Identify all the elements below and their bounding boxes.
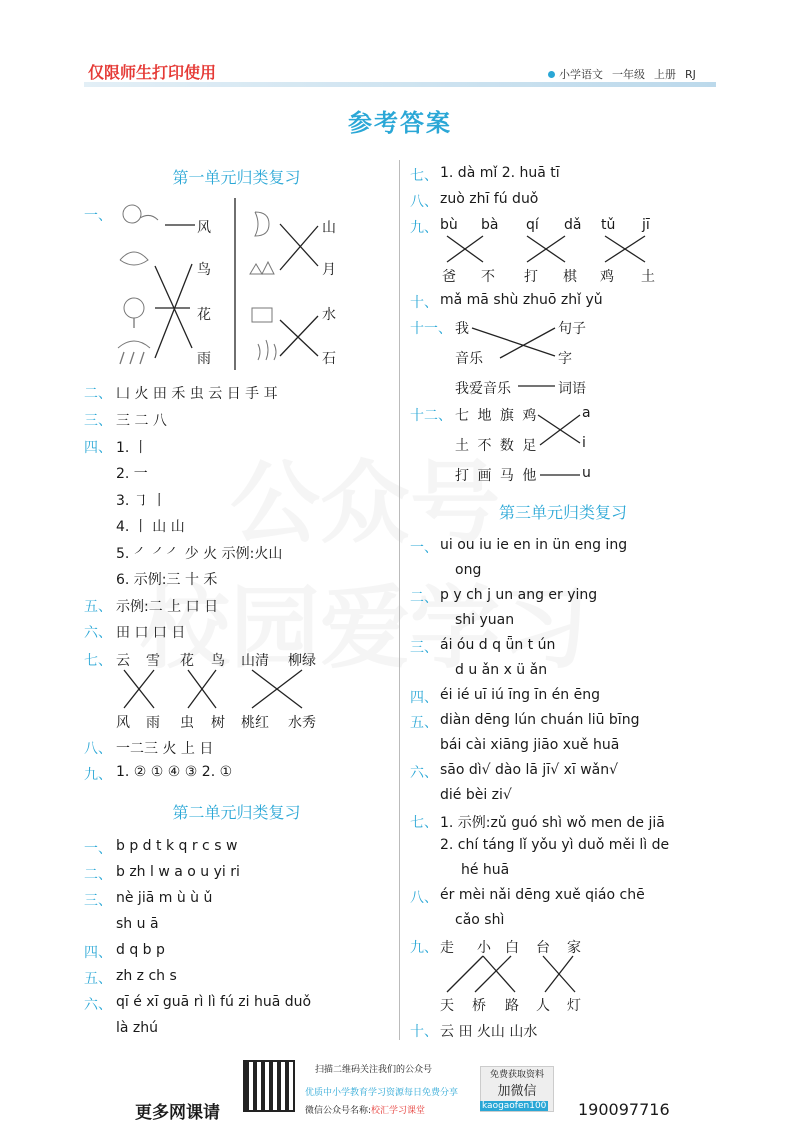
answer-text: b zh l w a o u yi ri [116, 864, 240, 880]
vowel: a [582, 405, 591, 421]
answer-text: ái óu d q ǖn t ún [440, 637, 556, 653]
match-word: 走 [440, 940, 454, 956]
match-word: 灯 [567, 998, 581, 1014]
wind-picture-icon [123, 205, 158, 223]
char-row: 打 画 马 他 [455, 468, 539, 484]
answer-text: 田 口 口 日 [116, 625, 186, 641]
q-label: 一、 [410, 540, 438, 556]
answer-text: 示例:二 上 口 日 [116, 599, 219, 615]
qr-code-icon[interactable] [245, 1062, 293, 1110]
subject: 小学语文 [559, 68, 603, 81]
q-label: 四、 [410, 690, 438, 706]
q-label: 五、 [410, 715, 438, 731]
match-word: 桥 [472, 998, 486, 1014]
answer-text: 凵 火 田 禾 虫 云 日 手 耳 [116, 386, 278, 402]
match-word: 月 [322, 262, 336, 278]
answer-text: zh z ch s [116, 968, 177, 984]
wechat-name: 校汇学习课堂 [371, 1106, 426, 1116]
q11-match-lines [470, 318, 560, 398]
match-word: 桃红 [241, 715, 269, 731]
match-word: 家 [567, 940, 581, 956]
pinyin: dǎ [564, 217, 582, 233]
q-label: 六、 [84, 625, 112, 641]
answer-text: 6. 示例:三 十 禾 [116, 572, 218, 588]
pinyin: bà [481, 217, 499, 233]
answer-text: b p d t k q r c s w [116, 838, 238, 854]
q-label: 二、 [410, 590, 438, 606]
q-label: 七、 [84, 653, 112, 669]
book-info [548, 66, 696, 82]
wechat-label: 微信公众号名称: [305, 1106, 372, 1116]
answer-text: 2. 一 [116, 466, 148, 482]
match-word: 小 [477, 940, 491, 956]
match-word: 人 [536, 998, 550, 1014]
q-label: 八、 [84, 741, 112, 757]
match-word: 风 [116, 715, 130, 731]
q-label: 四、 [84, 945, 112, 961]
match-word: 天 [440, 998, 454, 1014]
q-label: 六、 [410, 765, 438, 781]
match-word: 字 [558, 351, 572, 367]
moon-pictograph-icon [255, 212, 269, 236]
answer-text: éi ié uī iú īng īn én ēng [440, 687, 600, 703]
water-pictograph-icon [258, 340, 276, 360]
column-divider [399, 160, 400, 1040]
bullet-icon [548, 71, 555, 78]
q-label: 九、 [410, 220, 438, 236]
q-label: 八、 [410, 194, 438, 210]
answer-text: 2. chí táng lǐ yǒu yì duǒ měi lì de [440, 837, 670, 853]
match-word: 句子 [558, 321, 586, 337]
footer-number: 190097716 [578, 1100, 670, 1119]
match-word: 山清 [241, 653, 269, 669]
match-word: 水秀 [288, 715, 316, 731]
match-word: 词语 [558, 381, 586, 397]
answer-text: hé huā [461, 862, 510, 878]
match-word: 虫 [180, 715, 194, 731]
match-word: 柳绿 [288, 653, 316, 669]
match-word: 山 [322, 220, 336, 236]
match-word: 风 [197, 220, 211, 236]
q-label: 六、 [84, 997, 112, 1013]
match-word: 雨 [197, 351, 211, 367]
answer-text: 1. 丨 [116, 440, 148, 456]
q7-match-lines [110, 668, 360, 712]
vowel: u [582, 465, 591, 481]
match-word: 花 [180, 653, 194, 669]
pinyin: bù [440, 217, 458, 233]
unit2-title: 第二单元归类复习 [172, 803, 301, 822]
match-word: 路 [505, 998, 519, 1014]
q9-match-lines [435, 234, 665, 264]
answer-text: nè jiā m ù ù ǔ [116, 890, 213, 906]
answer-text: 5. ㇒ ㇒㇒ 少 火 示例:火山 [116, 546, 283, 562]
footer-share: 优质中小学教育学习资源每日免费分享 [305, 1088, 459, 1098]
answer-text: shi yuan [455, 612, 515, 628]
answer-text: p y ch j un ang er ying [440, 587, 598, 603]
match-word: 台 [536, 940, 550, 956]
answer-text: 一二三 火 上 日 [116, 741, 214, 757]
q-label: 三、 [410, 640, 438, 656]
match-word: 我爱音乐 [455, 381, 511, 397]
q-label: 七、 [410, 815, 438, 831]
match-word: 音乐 [455, 351, 483, 367]
stone-pictograph-icon [252, 308, 272, 322]
q-label: 九、 [410, 940, 438, 956]
match-word: 水 [322, 307, 336, 323]
bird-picture-icon [120, 252, 148, 265]
q-label: 十一、 [410, 321, 452, 337]
answer-text: sh u ā [116, 916, 159, 932]
volume: 上册 [654, 68, 676, 81]
answer-text: 三 二 八 [116, 413, 167, 429]
q-label: 五、 [84, 599, 112, 615]
page-title: 参考答案 [348, 109, 452, 137]
answer-text: ong [455, 562, 482, 578]
edition: RJ [685, 68, 696, 81]
match-word: 雪 [146, 653, 160, 669]
grade: 一年级 [612, 68, 645, 81]
mountain-pictograph-icon [250, 262, 274, 274]
char-row: 土 不 数 足 [455, 438, 539, 454]
q-label: 七、 [410, 168, 438, 184]
match-word: 花 [197, 307, 211, 323]
footer-wechat [305, 1103, 425, 1116]
char: 打 [524, 269, 538, 285]
match-word: 白 [505, 940, 519, 956]
answer-text: qī é xī guā rì lì fú zi huā duǒ [116, 994, 312, 1010]
answer-text: 1. dà mǐ 2. huā tī [440, 165, 560, 181]
pinyin: tǔ [601, 217, 616, 233]
header-bar [84, 82, 716, 87]
answer-text: d u ǎn x ü ǎn [455, 662, 548, 678]
answer-text: 云 田 火山 山水 [440, 1024, 538, 1040]
char: 棋 [563, 269, 577, 285]
q-label: 一、 [84, 208, 112, 224]
q-label: 一、 [84, 841, 112, 857]
answer-text: diàn dēng lún chuán liū bīng [440, 712, 640, 728]
match-word: 雨 [146, 715, 160, 731]
answer-text: là zhú [116, 1020, 159, 1036]
match-word: 我 [455, 321, 469, 337]
pinyin: qí [526, 217, 539, 233]
flower-picture-icon [124, 298, 144, 328]
q-label: 二、 [84, 867, 112, 883]
answer-text: dié bèi zi√ [440, 787, 512, 803]
answer-text: 1. 示例:zǔ guó shì wǒ men de jiā [440, 815, 665, 831]
footer-left: 更多网课请 [135, 1103, 220, 1123]
char: 不 [481, 269, 495, 285]
print-notice: 仅限师生打印使用 [88, 63, 217, 82]
answer-text: cǎo shì [455, 912, 505, 928]
rain-picture-icon [118, 341, 150, 364]
q-label: 二、 [84, 386, 112, 402]
answer-text: mǎ mā shù zhuō zhǐ yǔ [440, 292, 603, 308]
q-label: 四、 [84, 440, 112, 456]
pinyin: jī [642, 217, 650, 233]
q-label: 三、 [84, 413, 112, 429]
q-label: 五、 [84, 971, 112, 987]
char: 土 [641, 269, 655, 285]
char-row: 七 地 旗 鸡 [455, 408, 539, 424]
answer-text: 3. ㇆ 丨 [116, 493, 167, 509]
answer-text: bái cài xiāng jiāo xuě huā [440, 737, 620, 753]
box-line2: 加微信 [497, 1084, 537, 1099]
match-word: 石 [322, 351, 336, 367]
q12-match-lines [536, 405, 582, 485]
answer-text: sāo dì√ dào lā jī√ xī wǎn√ [440, 762, 619, 778]
box-line1: 免费获取资料 [489, 1070, 544, 1080]
answer-text: 4. 丨 山 山 [116, 519, 185, 535]
box-line3: kaogaofen100 [482, 1101, 547, 1111]
unit1-title: 第一单元归类复习 [172, 168, 301, 187]
answer-text: d q b p [116, 942, 165, 958]
answer-text: 1. ② ① ④ ③ 2. ① [116, 764, 233, 780]
vowel: i [582, 435, 586, 451]
footer-scan: 扫描二维码关注我们的公众号 [315, 1065, 433, 1075]
q-label: 三、 [84, 893, 112, 909]
match-word: 鸟 [211, 653, 225, 669]
q-label: 八、 [410, 890, 438, 906]
match-word: 树 [211, 715, 225, 731]
q9-unit3-match-lines [435, 954, 595, 994]
answer-text: ui ou iu ie en in ün eng ing [440, 537, 628, 553]
match-word: 云 [116, 653, 130, 669]
unit3-title: 第三单元归类复习 [498, 503, 627, 522]
q-label: 十二、 [410, 408, 452, 424]
q-label: 十、 [410, 1024, 438, 1040]
q-label: 九、 [84, 767, 112, 783]
q-label: 十、 [410, 295, 438, 311]
char: 爸 [442, 269, 456, 285]
char: 鸡 [600, 269, 614, 285]
answer-text: ér mèi nǎi dēng xuě qiáo chē [440, 887, 645, 903]
match-word: 鸟 [197, 262, 211, 278]
answer-text: zuò zhī fú duǒ [440, 191, 539, 207]
